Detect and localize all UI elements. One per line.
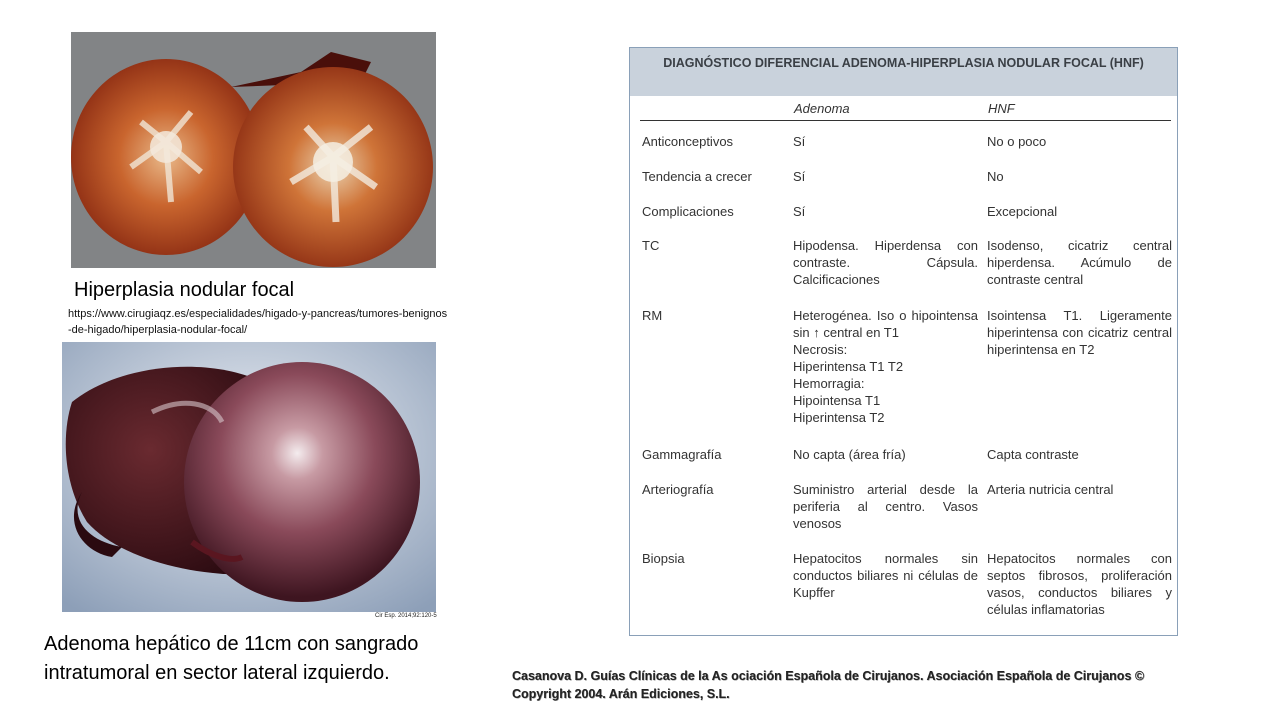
hnf-cell: Capta contraste <box>987 447 1079 462</box>
table-title-text: DIAGNÓSTICO DIFERENCIAL ADENOMA-HIPERPLASIA NODULAR FOCAL (HNF) <box>663 56 1144 70</box>
adenoma-caption-text: Adenoma hepático de 11cm con sangrado intratumoral en sector lateral izquierdo. <box>44 633 419 684</box>
hnf-cell: Excepcional <box>987 204 1058 219</box>
hnf-cell: No <box>987 169 1004 184</box>
table-column-headers <box>640 100 1171 121</box>
hnf-cell: Isointensa T1. Ligeramente hiperintensa con cicatriz central hiperintensa en T2 <box>987 308 1172 357</box>
reference-citation <box>512 667 1192 703</box>
column-header-hnf: HNF <box>988 101 1015 116</box>
source-url <box>68 306 448 338</box>
adenoma-cell: Suministro arterial desde la periferia al centro. Vasos venosos <box>793 482 978 531</box>
column-header-adenoma: Adenoma <box>794 101 850 116</box>
table-title <box>630 48 1177 96</box>
row-label: TC <box>642 238 660 253</box>
hnf-caption: Hiperplasia nodular focal <box>74 279 295 301</box>
row-label: Biopsia <box>642 551 685 566</box>
reference-text: Casanova D. Guías Clínicas de la As ociación Española de Cirujanos. Asociación Española de Cirujanos © Copyright 2004. Arán Ediciones, S.L. <box>512 669 1145 701</box>
adenoma-cell: No capta (área fría) <box>793 447 906 462</box>
row-label: Anticonceptivos <box>642 134 734 149</box>
row-label: Gammagrafía <box>642 447 722 462</box>
hnf-specimen-photo <box>71 32 436 268</box>
adenoma-caption <box>44 630 474 688</box>
adenoma-cell: Sí <box>793 204 806 219</box>
adenoma-cell: Sí <box>793 134 806 149</box>
adenoma-cell: Heterogénea. Iso o hipointensa sin ↑ central en T1 Necrosis: Hiperintensa T1 T2 Hemorragia: Hipointensa T1 Hiperintensa T2 <box>793 308 978 425</box>
source-url-text: https://www.cirugiaqz.es/especialidades/higado-y-pancreas/tumores-benignos-de-higado/hiperplasia-nodular-focal/ <box>68 308 448 336</box>
adenoma-cell: Hepatocitos normales sin conductos biliares ni células de Kupffer <box>793 551 978 600</box>
hnf-cell: Isodenso, cicatriz central hiperdensa. Acúmulo de contraste central <box>987 238 1172 287</box>
row-label: Complicaciones <box>642 204 734 219</box>
differential-diagnosis-table <box>629 47 1178 636</box>
row-label: RM <box>642 308 663 323</box>
row-label: Arteriografía <box>642 482 714 497</box>
adenoma-specimen-photo <box>62 342 436 612</box>
adenoma-cell: Hipodensa. Hiperdensa con contraste. Cápsula. Calcificaciones <box>793 238 978 287</box>
hnf-cell: Arteria nutricia central <box>987 482 1114 497</box>
adenoma-cell: Sí <box>793 169 806 184</box>
hnf-cell: Hepatocitos normales con septos fibrosos, proliferación vasos, conductos biliares y células inflamatorias <box>987 551 1172 617</box>
row-label: Tendencia a crecer <box>642 169 752 184</box>
photo-credit: Cir Esp. 2014;92:120-5 <box>375 613 437 619</box>
hnf-cell: No o poco <box>987 134 1047 149</box>
